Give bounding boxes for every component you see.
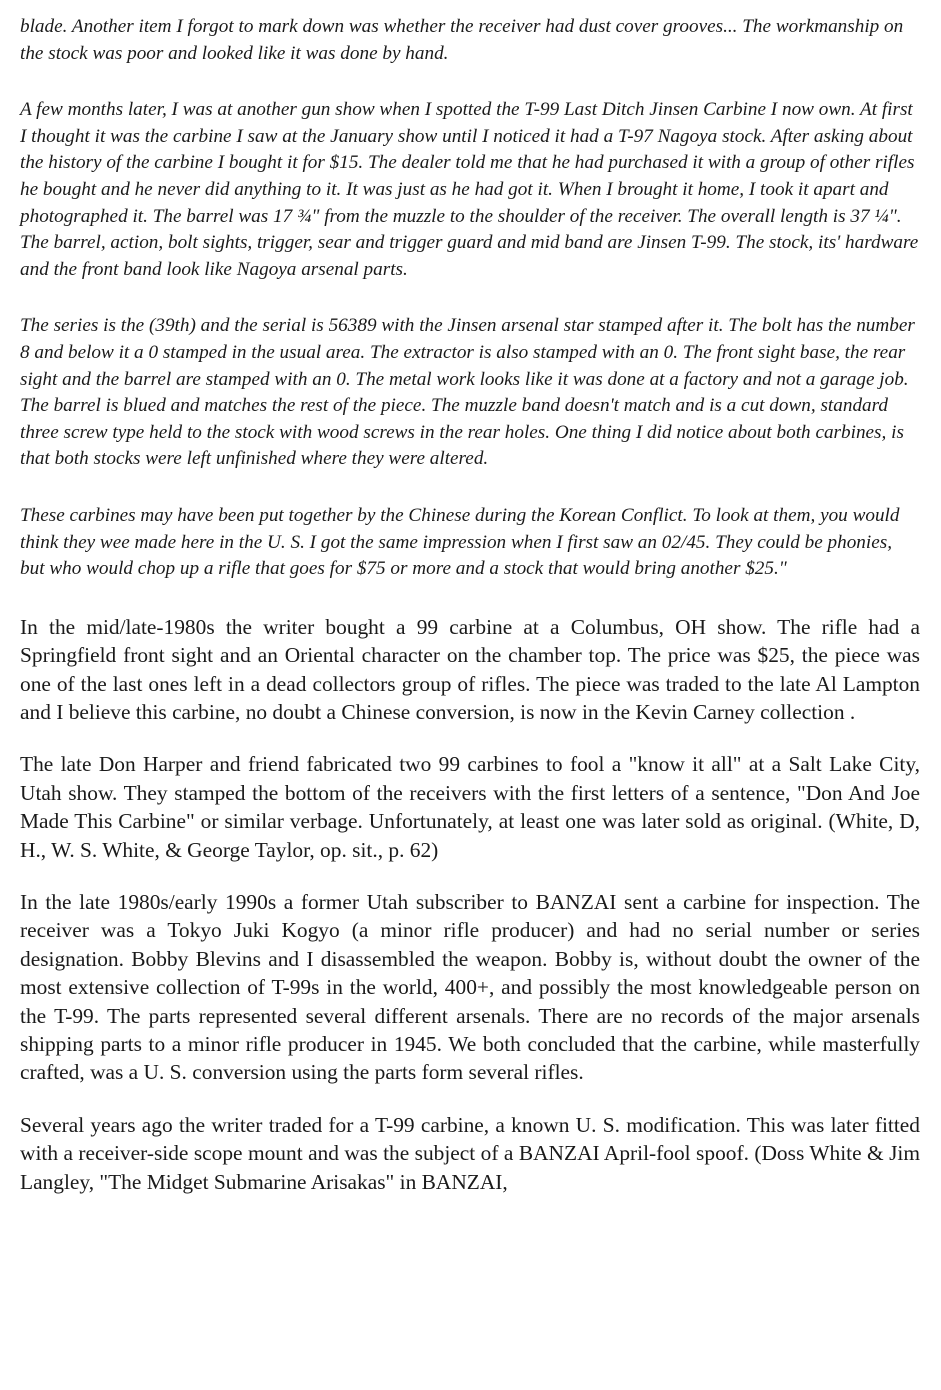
document-page [20,14,920,1220]
body-text [20,613,920,1196]
quote-paragraph-4: These carbines may have been put together by the Chinese during the Korean Conflict. To look at them, you would think they wee made here in the U. S. I got the same impression when I first saw an 02/45. They could be phonies, but who would chop up a rifle that goes for $75 or more and a stock that would bring another $25." [20,504,900,580]
quote-paragraph-3: The series is the (39th) and the serial is 56389 with the Jinsen arsenal star stamped after it. The bolt has the number 8 and below it a 0 stamped in the usual area. The extractor is also stamped with an 0. The front sight base, the rear sight and the barrel are stamped with an 0. The metal work looks like it was done at a factory and not a garage job. The barrel is blued and matches the rest of the piece. The muzzle band doesn't match and is a cut down, standard three screw type held to the stock with wood screws in the rear holes. One thing I did notice about both carbines, is that both stocks were left unfinished where they were altered. [20,315,915,470]
quote-paragraph-2: A few months later, I was at another gun show when I spotted the T-99 Last Ditch Jinsen Carbine I now own. At first I thought it was the carbine I saw at the January show until I noticed it had a T-97 Nagoya stock. After asking about the history of the carbine I bought it for $15. The dealer told me that he had purchased it with a group of other rifles he bought and he never did anything to it. It was just as he had got it. When I brought it home, I took it apart and photographed it. The barrel was 17 ¾" from the muzzle to the shoulder of the receiver. The overall length is 37 ¼". The barrel, action, bolt sights, trigger, sear and trigger guard and mid band are Jinsen T-99. The stock, its' hardware and the front band look like Nagoya arsenal parts. [20,99,919,280]
quote-paragraph-1: blade. Another item I forgot to mark down was whether the receiver had dust cover grooves... The workmanship on the stock was poor and looked like it was done by hand. [20,16,904,64]
quoted-passage [20,14,920,583]
body-paragraph-4: Several years ago the writer traded for a T-99 carbine, a known U. S. modification. This was later fitted with a receiver-side scope mount and was the subject of a BANZAI April-fool spoof. (Doss White & Jim Langley, "The Midget Submarine Arisakas" in BANZAI, [20,1112,920,1194]
body-paragraph-3: In the late 1980s/early 1990s a former Utah subscriber to BANZAI sent a carbine for inspection. The receiver was a Tokyo Juki Kogyo (a minor rifle producer) and had no serial number or series designation. Bobby Blevins and I disassembled the weapon. Bobby is, without doubt the owner of the most extensive collection of T-99s in the world, 400+, and possibly the most knowledgeable person on the T-99. The parts represented several different arsenals. There are no records of the major arsenals shipping parts to a minor rifle producer in 1945. We both concluded that the carbine, while masterfully crafted, was a U. S. conversion using the parts form several rifles. [20,889,920,1085]
body-paragraph-1: In the mid/late-1980s the writer bought a 99 carbine at a Columbus, OH show. The rifle had a Springfield front sight and an Oriental character on the chamber top. The price was $25, the piece was one of the last ones left in a dead collectors group of rifles. The piece was traded to the late Al Lampton and I believe this carbine, no doubt a Chinese conversion, is now in the Kevin Carney collection . [20,614,920,724]
body-paragraph-2: The late Don Harper and friend fabricated two 99 carbines to fool a "know it all" at a Salt Lake City, Utah show. They stamped the bottom of the receivers with the first letters of a sentence, "Don And Joe Made This Carbine" or similar verbage. Unfortunately, at least one was later sold as original. (White, D, H., W. S. White, & George Taylor, op. sit., p. 62) [20,752,920,862]
